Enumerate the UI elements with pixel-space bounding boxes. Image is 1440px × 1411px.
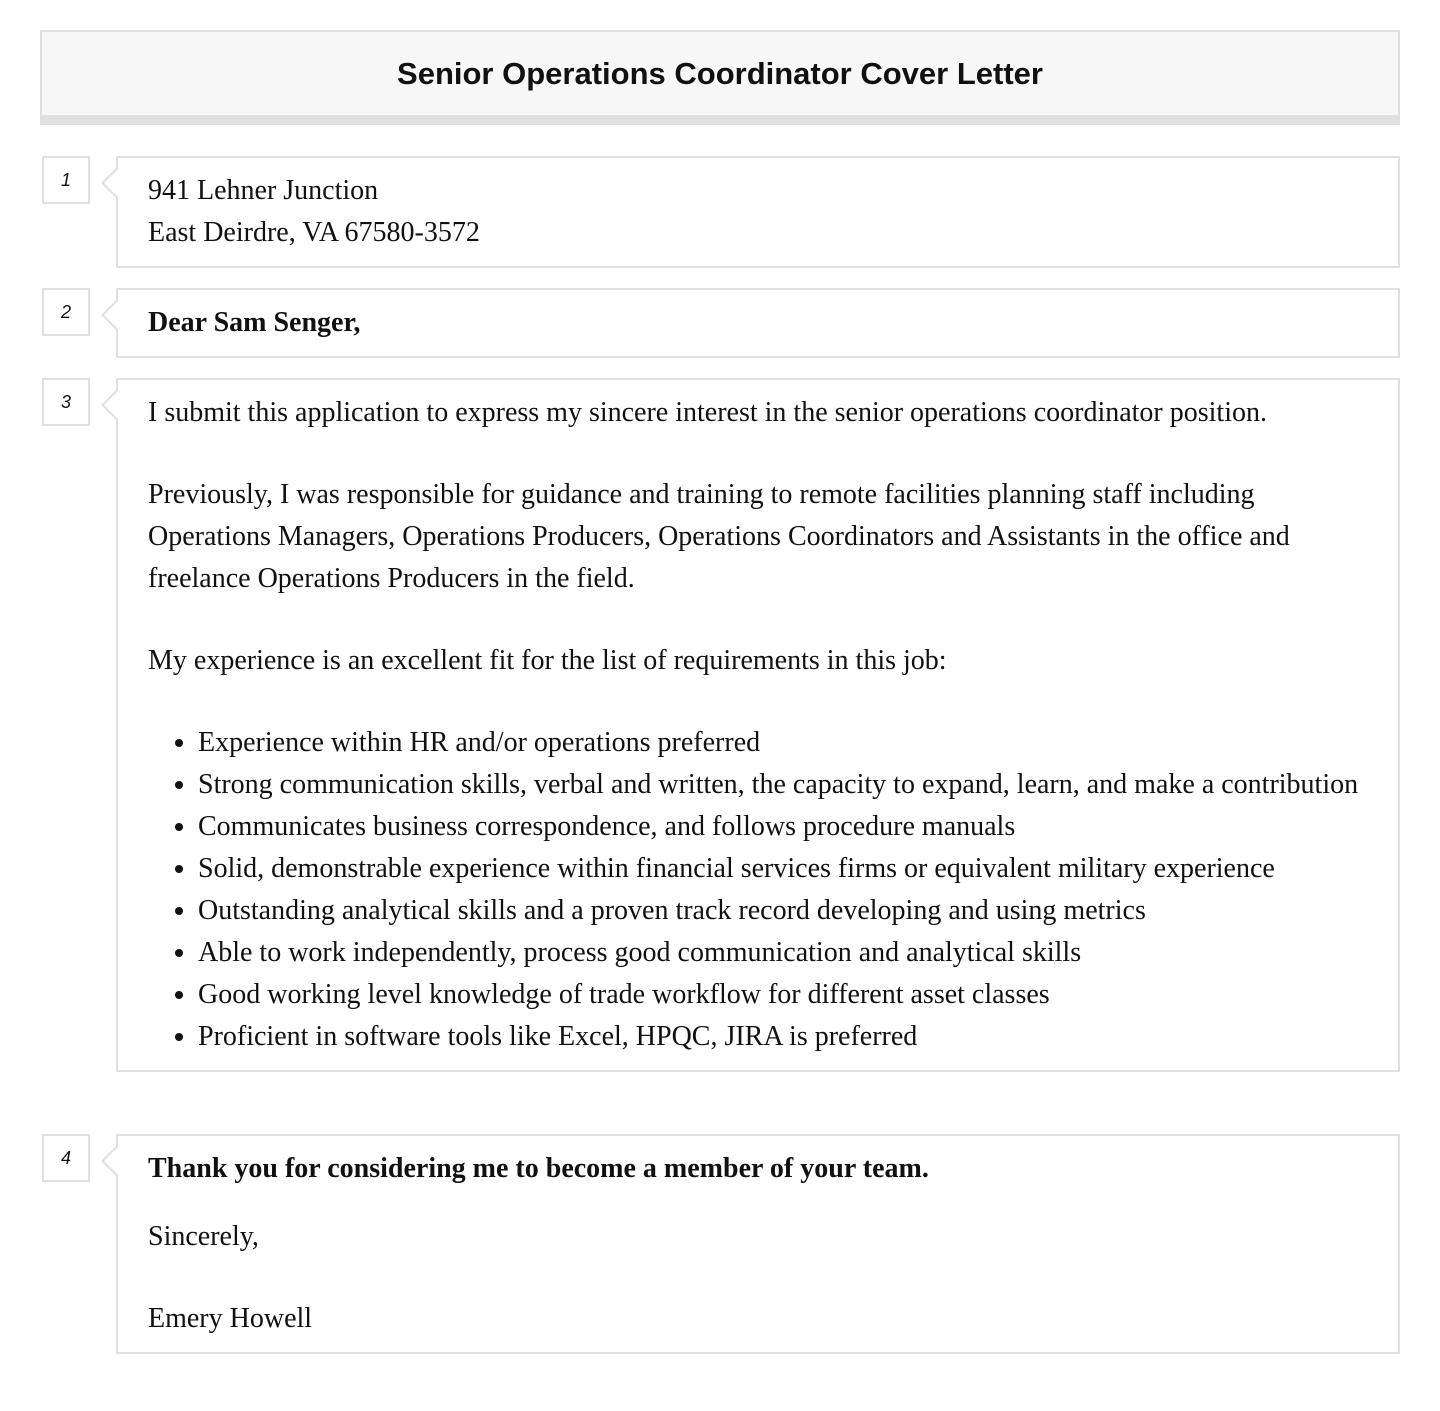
list-item: • Able to work independently, process good communication and analytical skills xyxy=(198,932,1368,974)
list-item: • Outstanding analytical skills and a proven track record developing and using metrics xyxy=(198,890,1368,932)
signature: Emery Howell xyxy=(148,1303,313,1334)
section-number: 2 xyxy=(42,288,90,336)
list-item: • Good working level knowledge of trade workflow for different asset classes xyxy=(198,974,1368,1016)
sign-off: Sincerely, xyxy=(148,1221,259,1252)
address-line-2: East Deirdre, VA 67580-3572 xyxy=(148,217,480,248)
intro-paragraph: I submit this application to express my sincere interest in the senior operations coordinator position. xyxy=(148,397,1267,428)
salutation: Dear Sam Senger, xyxy=(148,307,361,338)
section-number: 3 xyxy=(42,378,90,426)
list-item: • Communicates business correspondence, and follows procedure manuals xyxy=(198,806,1368,848)
list-item: • Solid, demonstrable experience within financial services firms or equivalent military experience xyxy=(198,848,1368,890)
experience-paragraph: Previously, I was responsible for guidance and training to remote facilities planning staff including Operations Managers, Operations Producers, Operations Coordinators and Assistants in the office and freelance Operations Producers in the field. xyxy=(148,479,1290,594)
closing-block xyxy=(116,1134,1400,1354)
list-item: • Proficient in software tools like Excel, HPQC, JIRA is preferred xyxy=(198,1016,1368,1058)
salutation-block xyxy=(116,288,1400,358)
fit-paragraph: My experience is an excellent fit for the list of requirements in this job: xyxy=(148,645,947,676)
page-header xyxy=(40,30,1400,125)
page-title: Senior Operations Coordinator Cover Letter xyxy=(397,55,1043,91)
section-number: 1 xyxy=(42,156,90,204)
body-block xyxy=(116,378,1400,1072)
requirements-list xyxy=(148,722,1368,1058)
list-item: • Strong communication skills, verbal and written, the capacity to expand, learn, and make a contribution xyxy=(198,764,1368,806)
address-block xyxy=(116,156,1400,268)
section-number: 4 xyxy=(42,1134,90,1182)
list-item: • Experience within HR and/or operations preferred xyxy=(198,722,1368,764)
closing-statement: Thank you for considering me to become a member of your team. xyxy=(148,1153,929,1184)
address-line-1: 941 Lehner Junction xyxy=(148,175,379,206)
